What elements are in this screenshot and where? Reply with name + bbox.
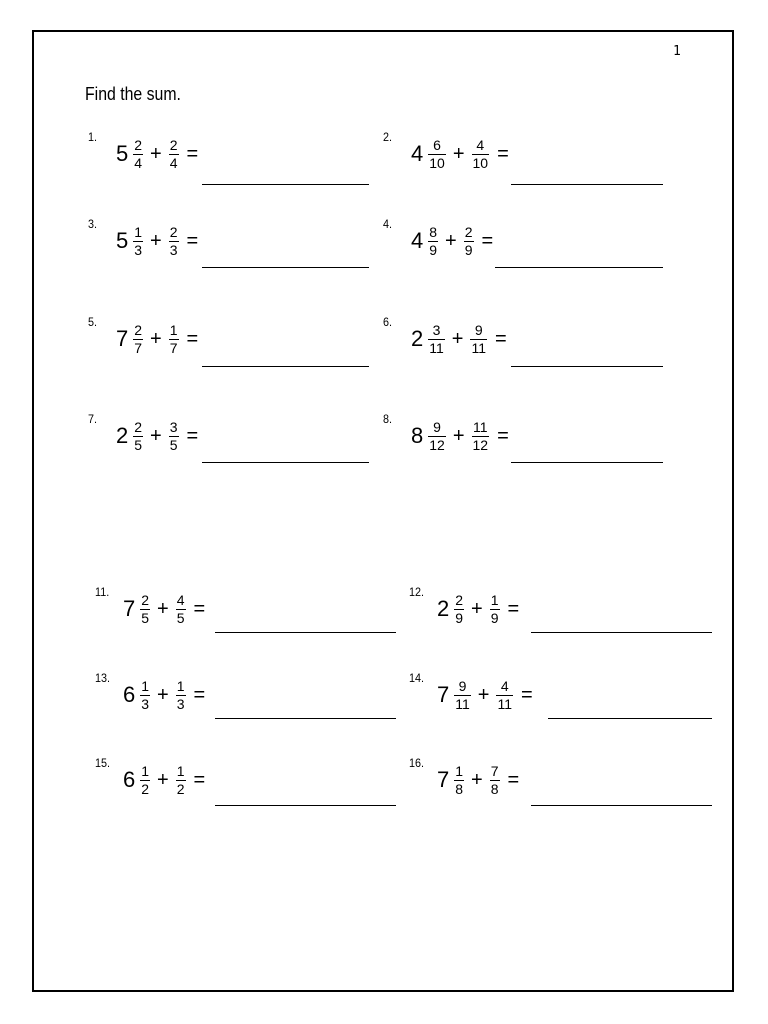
denominator: 11	[429, 339, 444, 356]
answer-blank-9[interactable]	[215, 632, 396, 633]
first-fraction	[133, 224, 143, 259]
denominator: 5	[141, 609, 150, 626]
problem-1	[88, 126, 198, 182]
numerator: 1	[176, 762, 185, 779]
problem-number: 16.	[409, 756, 425, 770]
numerator: 6	[433, 136, 441, 153]
whole-number: 4	[411, 228, 424, 253]
problem-number: 2.	[383, 130, 393, 144]
numerator: 1	[176, 677, 185, 694]
first-fraction	[454, 678, 471, 713]
denominator: 5	[169, 436, 178, 453]
denominator: 11	[455, 695, 470, 712]
numerator: 2	[169, 223, 178, 240]
whole-number: 7	[123, 596, 136, 621]
second-fraction	[490, 592, 500, 627]
numerator: 1	[490, 591, 499, 608]
denominator: 11	[497, 695, 513, 712]
numerator: 2	[134, 321, 143, 338]
denominator: 7	[169, 339, 178, 356]
numerator: 1	[134, 223, 143, 240]
problem-number: 6.	[383, 315, 393, 329]
answer-blank-4[interactable]	[495, 267, 663, 268]
equals-sign: =	[186, 229, 199, 252]
problem-number: 5.	[88, 315, 98, 329]
answer-blank-7[interactable]	[202, 462, 369, 463]
problem-number: 11.	[95, 585, 110, 599]
plus-sign: +	[157, 768, 169, 791]
denominator: 5	[176, 609, 185, 626]
problem-number: 3.	[88, 217, 98, 231]
plus-sign: +	[150, 229, 162, 252]
plus-sign: +	[452, 142, 465, 165]
problem-number: 1.	[88, 130, 98, 144]
answer-blank-13[interactable]	[215, 805, 396, 806]
problem-number: 15.	[95, 756, 111, 770]
equals-sign: =	[186, 142, 199, 165]
first-fraction	[133, 419, 143, 454]
denominator: 3	[141, 695, 150, 712]
equals-sign: =	[497, 142, 509, 165]
problem-3	[88, 213, 198, 269]
instruction: Find the sum.	[85, 84, 181, 104]
answer-blank-8[interactable]	[511, 462, 663, 463]
first-fraction	[133, 322, 143, 357]
numerator: 3	[169, 418, 178, 435]
whole-number: 5	[116, 141, 129, 166]
whole-number: 6	[123, 682, 136, 707]
denominator: 3	[176, 695, 185, 712]
first-fraction	[454, 763, 464, 798]
first-fraction	[140, 678, 150, 713]
second-fraction	[464, 224, 474, 259]
numerator: 9	[433, 418, 441, 435]
second-fraction	[472, 419, 490, 454]
whole-number: 7	[437, 767, 450, 792]
denominator: 5	[134, 436, 143, 453]
denominator: 3	[134, 241, 143, 258]
problem-number: 8.	[383, 412, 393, 426]
equals-sign: =	[193, 597, 206, 620]
numerator: 8	[429, 223, 438, 240]
problem-2	[383, 126, 509, 182]
whole-number: 7	[437, 682, 450, 707]
plus-sign: +	[477, 683, 490, 706]
answer-blank-14[interactable]	[531, 805, 712, 806]
second-fraction	[169, 419, 179, 454]
first-fraction	[428, 137, 446, 172]
numerator: 1	[169, 321, 178, 338]
problem-10	[409, 581, 519, 637]
second-fraction	[490, 763, 500, 798]
problem-number: 13.	[95, 671, 111, 685]
second-fraction	[169, 224, 179, 259]
numerator: 9	[474, 321, 483, 338]
whole-number: 4	[411, 141, 424, 166]
numerator: 2	[455, 591, 464, 608]
answer-blank-2[interactable]	[511, 184, 663, 185]
numerator: 1	[141, 762, 150, 779]
problem-number: 14.	[409, 671, 425, 685]
problem-9	[95, 581, 205, 637]
first-fraction	[428, 419, 446, 454]
first-fraction	[454, 592, 464, 627]
answer-blank-12[interactable]	[548, 718, 712, 719]
numerator: 11	[473, 418, 488, 435]
second-fraction	[496, 678, 513, 713]
problem-number: 7.	[88, 412, 98, 426]
numerator: 2	[169, 136, 178, 153]
second-fraction	[176, 678, 186, 713]
numerator: 2	[141, 591, 150, 608]
plus-sign: +	[150, 424, 162, 447]
equals-sign: =	[495, 327, 507, 350]
plus-sign: +	[445, 229, 457, 252]
problem-8	[383, 408, 509, 464]
denominator: 9	[429, 241, 438, 258]
plus-sign: +	[157, 597, 169, 620]
equals-sign: =	[481, 229, 494, 252]
problem-14	[409, 752, 519, 808]
problem-12	[409, 667, 533, 723]
answer-blank-6[interactable]	[511, 366, 663, 367]
equals-sign: =	[186, 327, 199, 350]
second-fraction	[169, 322, 179, 357]
plus-sign: +	[150, 142, 162, 165]
numerator: 2	[134, 136, 143, 153]
problem-number: 12.	[409, 585, 425, 599]
denominator: 11	[471, 339, 487, 356]
whole-number: 2	[411, 326, 424, 351]
problem-13	[95, 752, 205, 808]
denominator: 8	[455, 780, 464, 797]
equals-sign: =	[186, 424, 199, 447]
first-fraction	[428, 224, 438, 259]
page-number: 1	[673, 44, 681, 59]
numerator: 4	[176, 591, 185, 608]
plus-sign: +	[452, 424, 465, 447]
plus-sign: +	[471, 768, 483, 791]
first-fraction	[133, 137, 143, 172]
problem-number: 4.	[383, 217, 393, 231]
equals-sign: =	[507, 768, 520, 791]
denominator: 4	[134, 154, 143, 171]
denominator: 3	[169, 241, 178, 258]
numerator: 3	[432, 321, 441, 338]
first-fraction	[140, 763, 150, 798]
answer-blank-3[interactable]	[202, 267, 369, 268]
numerator: 1	[455, 762, 464, 779]
numerator: 4	[476, 136, 485, 153]
numerator: 1	[141, 677, 150, 694]
first-fraction	[428, 322, 445, 357]
problem-6	[383, 311, 507, 367]
problem-5	[88, 311, 198, 367]
denominator: 9	[455, 609, 464, 626]
problem-11	[95, 667, 205, 723]
equals-sign: =	[193, 768, 206, 791]
numerator: 4	[500, 677, 509, 694]
equals-sign: =	[193, 683, 206, 706]
denominator: 8	[490, 780, 499, 797]
numerator: 2	[134, 418, 143, 435]
whole-number: 2	[437, 596, 450, 621]
denominator: 12	[472, 436, 489, 453]
second-fraction	[470, 322, 487, 357]
whole-number: 2	[116, 423, 129, 448]
denominator: 4	[169, 154, 178, 171]
first-fraction	[140, 592, 150, 627]
denominator: 10	[472, 154, 489, 171]
whole-number: 7	[116, 326, 129, 351]
second-fraction	[176, 763, 186, 798]
plus-sign: +	[150, 327, 162, 350]
plus-sign: +	[157, 683, 169, 706]
answer-blank-10[interactable]	[531, 632, 712, 633]
whole-number: 5	[116, 228, 129, 253]
plus-sign: +	[451, 327, 464, 350]
denominator: 2	[141, 780, 150, 797]
equals-sign: =	[497, 424, 509, 447]
plus-sign: +	[471, 597, 483, 620]
answer-blank-5[interactable]	[202, 366, 369, 367]
denominator: 10	[429, 154, 445, 171]
second-fraction	[176, 592, 186, 627]
denominator: 2	[176, 780, 185, 797]
whole-number: 6	[123, 767, 136, 792]
denominator: 9	[464, 241, 473, 258]
denominator: 7	[134, 339, 143, 356]
second-fraction	[472, 137, 490, 172]
problem-7	[88, 408, 198, 464]
answer-blank-1[interactable]	[202, 184, 369, 185]
whole-number: 8	[411, 423, 424, 448]
numerator: 2	[464, 223, 473, 240]
second-fraction	[169, 137, 179, 172]
answer-blank-11[interactable]	[215, 718, 396, 719]
denominator: 12	[429, 436, 445, 453]
numerator: 9	[458, 677, 467, 694]
equals-sign: =	[521, 683, 533, 706]
problem-4	[383, 213, 493, 269]
numerator: 7	[490, 762, 499, 779]
denominator: 9	[490, 609, 499, 626]
equals-sign: =	[507, 597, 520, 620]
